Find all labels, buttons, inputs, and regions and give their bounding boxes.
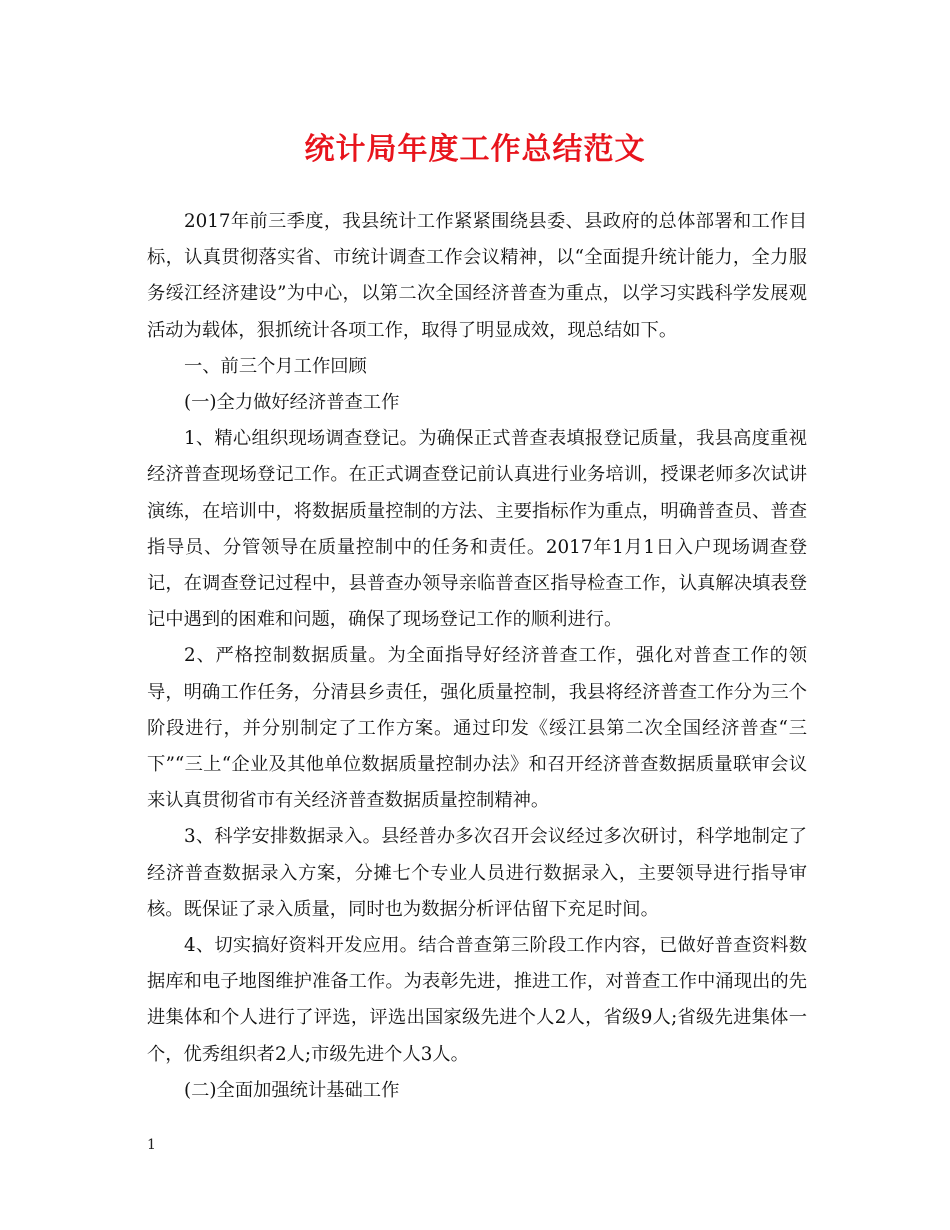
subsection-heading-foundation: (二)全面加强统计基础工作 <box>184 1079 400 1101</box>
paragraph-item-1: 1、精心组织现场调查登记。为确保正式普查表填报登记质量，我县高度重视经济普查现场登记工作。在正式调查登记前认真进行业务培训，授课老师多次试讲演练，在培训中，将数据质量控制的方法、主要指标作为重点，明确普查员、普查指导员、分管领导在质量控制中的任务和责任。2017年1月1日入户现场调查登记，在调查登记过程中，县普查办领导亲临普查区指导检查工作，认真解决填表登记中遇到的困难和问题，确保了现场登记工作的顺利进行。 <box>147 428 807 631</box>
document-title: 统计局年度工作总结范文 <box>304 132 646 167</box>
paragraph-item-2: 2、严格控制数据质量。为全面指导好经济普查工作，强化对普查工作的领导，明确工作任务，分清县乡责任，强化质量控制，我县将经济普查工作分为三个阶段进行，并分别制定了工作方案。通过印发《绥江县第二次全国经济普查“三下”“三上“企业及其他单位数据质量控制办法》和召开经济普查数据质量联审会议来认真贯彻省市有关经济普查数据质量控制精神。 <box>147 645 807 812</box>
paragraph-item-3: 3、科学安排数据录入。县经普办多次召开会议经过多次研讨，科学地制定了经济普查数据录入方案，分摊七个专业人员进行数据录入，主要领导进行指导审核。既保证了录入质量，同时也为数据分析评估留下充足时间。 <box>147 826 807 920</box>
page-number: 1 <box>147 1137 156 1153</box>
paragraph-intro: 2017年前三季度，我县统计工作紧紧围绕县委、县政府的总体部署和工作目标，认真贯彻落实省、市统计调查工作会议精神，以“全面提升统计能力，全力服务绥江经济建设”为中心，以第二次全国经济普查为重点，以学习实践科学发展观活动为载体，狠抓统计各项工作，取得了明显成效，现总结如下。 <box>147 211 807 341</box>
section-heading-review: 一、前三个月工作回顾 <box>184 355 367 377</box>
subsection-heading-census: (一)全力做好经济普查工作 <box>184 392 400 414</box>
document-body <box>147 204 807 1109</box>
paragraph-item-4: 4、切实搞好资料开发应用。结合普查第三阶段工作内容，已做好普查资料数据库和电子地图维护准备工作。为表彰先进，推进工作，对普查工作中涌现出的先进集体和个人进行了评选，评选出国家级先进个人2人，省级9人;省级先进集体一个，优秀组织者2人;市级先进个人3人。 <box>147 935 807 1065</box>
